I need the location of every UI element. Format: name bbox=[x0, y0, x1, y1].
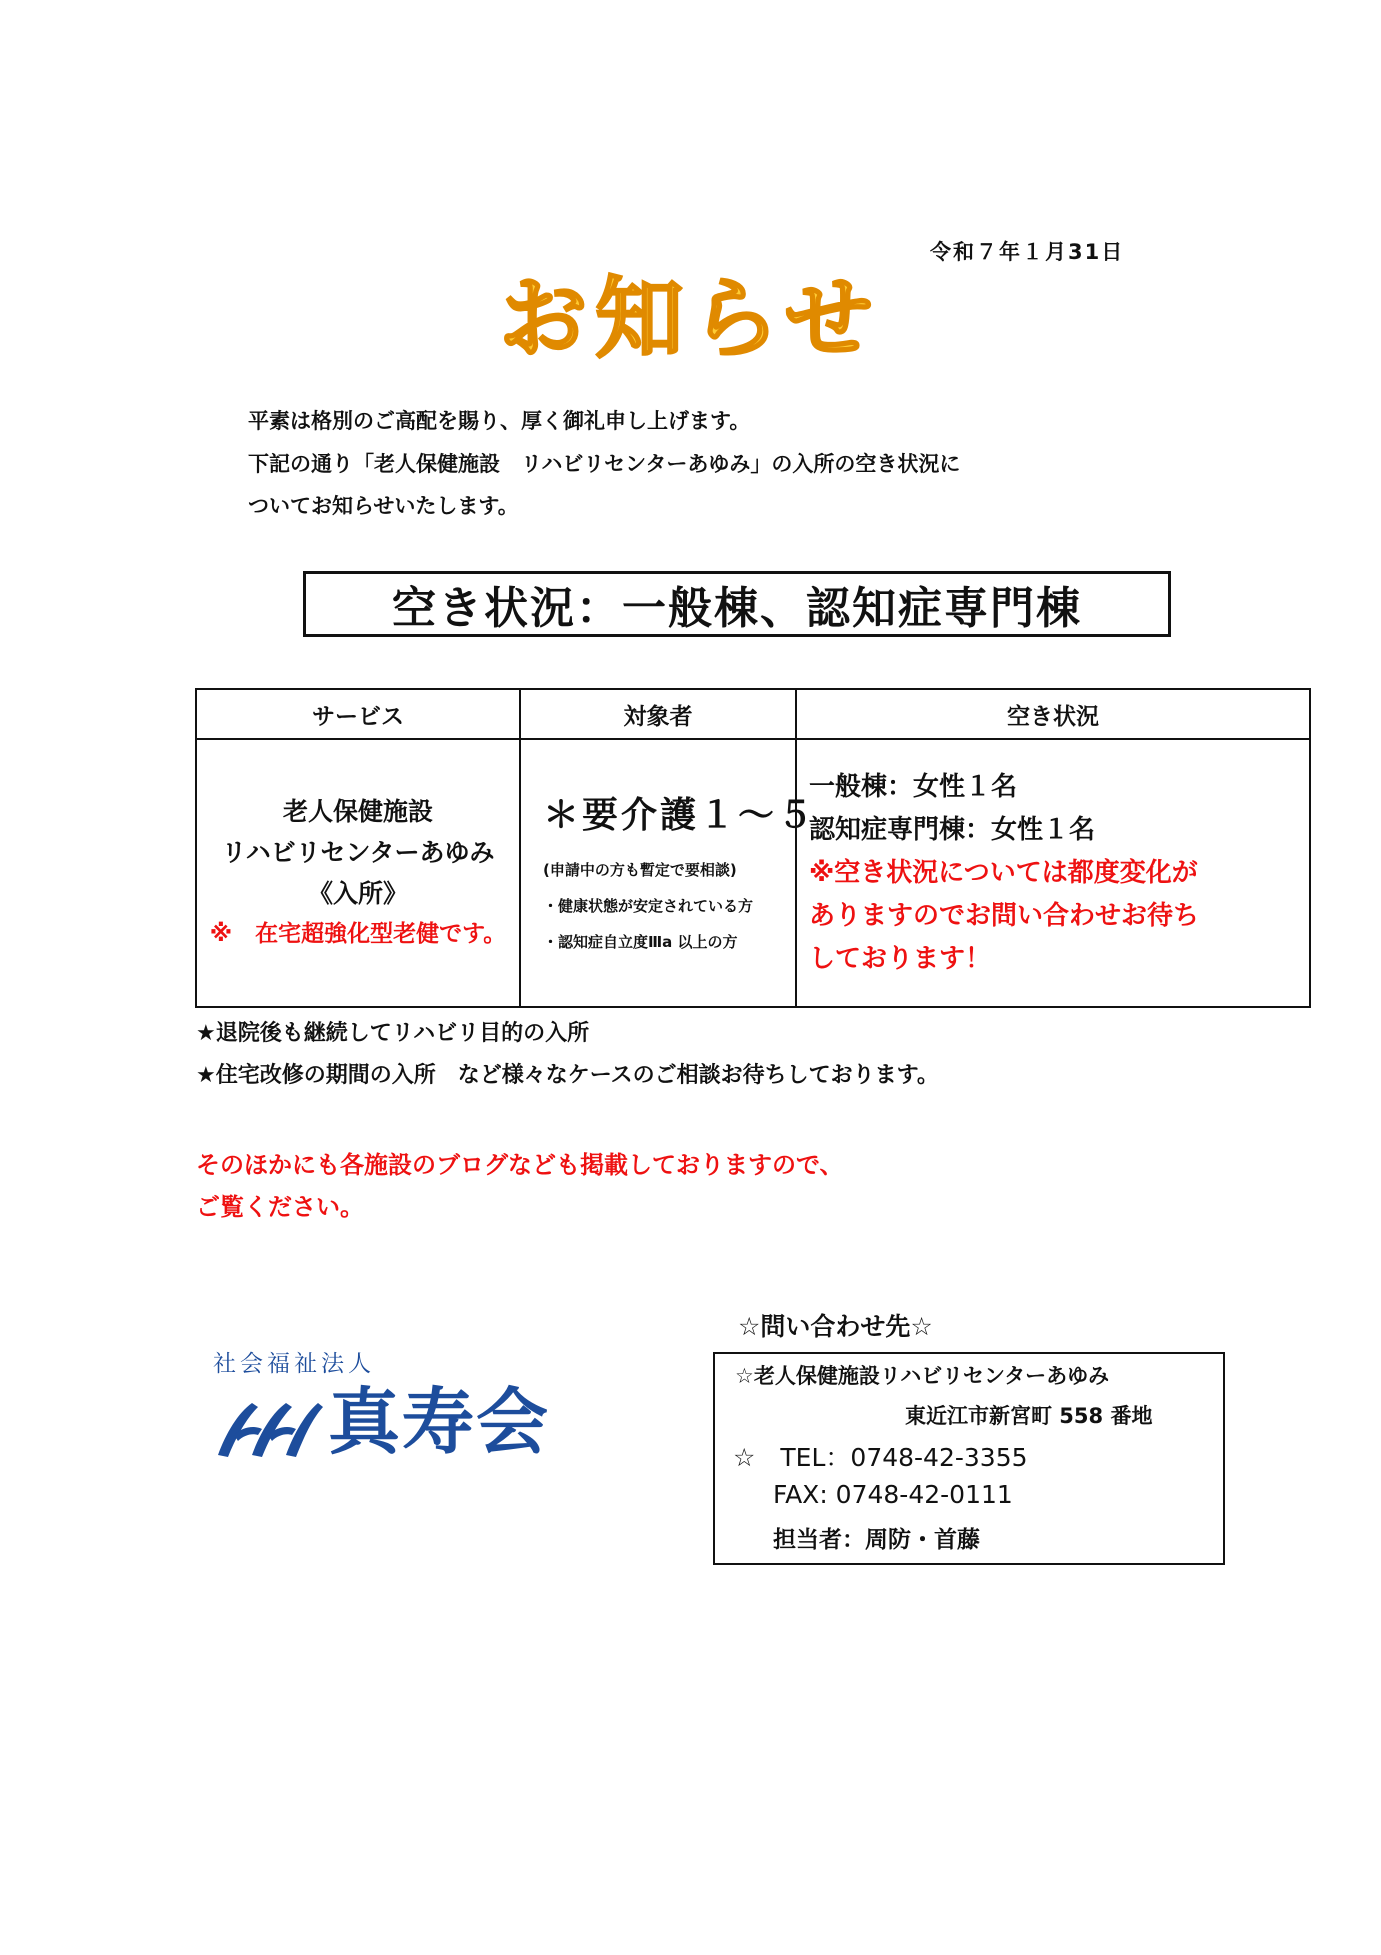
target-sub-2: ・健康状態が安定されている方 bbox=[543, 896, 754, 915]
contact-facility: ☆老人保健施設リハビリセンターあゆみ bbox=[735, 1364, 1110, 1388]
table-row bbox=[196, 739, 1310, 1007]
contact-staff: 担当者：周防・首藤 bbox=[773, 1527, 980, 1553]
contact-tel: ☆ TEL：0748-42-3355 bbox=[733, 1443, 1028, 1472]
note-line-1: ★退院後も継続してリハビリ目的の入所 bbox=[196, 1021, 590, 1046]
header-service: サービス bbox=[196, 689, 520, 739]
vacancy-note-3: しております！ bbox=[809, 943, 992, 974]
service-line-2: リハビリセンターあゆみ bbox=[221, 838, 495, 867]
intro-line-1: 平素は格別のご高配を賜り、厚く御礼申し上げます。 bbox=[248, 409, 751, 433]
service-line-3: 《入所》 bbox=[307, 879, 408, 908]
page-title: お知らせ bbox=[499, 267, 881, 370]
contact-fax: FAX: 0748-42-0111 bbox=[773, 1480, 1013, 1509]
vacancy-note-1: ※空き状況については都度変化が bbox=[809, 857, 1198, 888]
header-target: 対象者 bbox=[520, 689, 796, 739]
blog-note-line-1: そのほかにも各施設のブログなども掲載しておりますので、 bbox=[196, 1151, 844, 1179]
header-vacancy: 空き状況 bbox=[796, 689, 1310, 739]
vacancy-table bbox=[195, 688, 1311, 1008]
service-line-1: 老人保健施設 bbox=[282, 797, 433, 826]
date: 令和７年１月31日 bbox=[930, 240, 1125, 264]
target-sub-3: ・認知症自立度Ⅲa 以上の方 bbox=[543, 932, 738, 951]
target-sub-1: (申請中の方も暫定で要相談) bbox=[543, 860, 737, 879]
intro-line-2: 下記の通り「老人保健施設 リハビリセンターあゆみ」の入所の空き状況に bbox=[248, 452, 961, 476]
intro-line-3: ついてお知らせいたします。 bbox=[248, 494, 519, 518]
contact-box bbox=[713, 1352, 1225, 1565]
org-name: 真寿会 bbox=[328, 1380, 551, 1464]
vacancy-general-ward: 一般棟：女性１名 bbox=[809, 771, 1018, 802]
vacancy-cell bbox=[796, 739, 1310, 1007]
vacancy-dementia-ward: 認知症専門棟：女性１名 bbox=[809, 814, 1096, 845]
table-header-row bbox=[196, 689, 1310, 739]
vacancy-note-2: ありますのでお問い合わせお待ち bbox=[809, 900, 1200, 931]
contact-heading: ☆問い合わせ先☆ bbox=[738, 1312, 933, 1341]
target-cell bbox=[520, 739, 817, 1007]
vacancy-heading: 空き状況：一般棟、認知症専門棟 bbox=[303, 571, 1171, 637]
blog-note-line-2: ご覧ください。 bbox=[196, 1193, 364, 1221]
service-cell bbox=[196, 739, 520, 1007]
org-logo-icon bbox=[212, 1395, 324, 1465]
note-line-2: ★住宅改修の期間の入所 など様々なケースのご相談お待ちしております。 bbox=[196, 1063, 939, 1088]
target-care-level: ＊要介護１～５ bbox=[543, 794, 817, 836]
service-note: ※ 在宅超強化型老健です。 bbox=[209, 921, 507, 947]
contact-address: 東近江市新宮町 558 番地 bbox=[905, 1404, 1153, 1428]
org-type-label: 社会福祉法人 bbox=[213, 1351, 375, 1377]
